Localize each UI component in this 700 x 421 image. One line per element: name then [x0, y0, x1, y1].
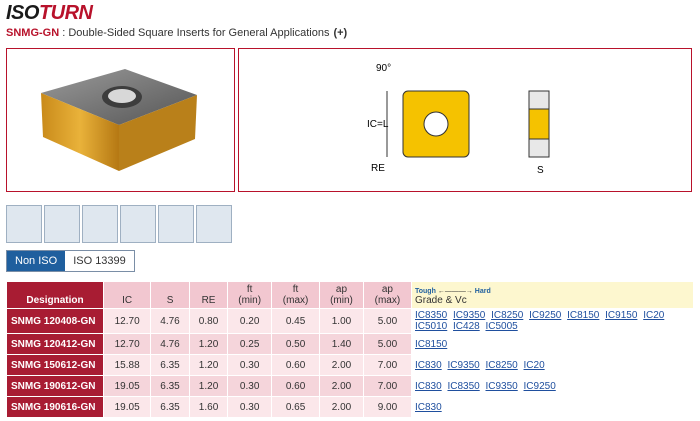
cell-ft-max: 0.60	[272, 376, 320, 397]
insert-photo-panel	[6, 48, 235, 192]
cell-designation[interactable]: SNMG 120408-GN	[7, 309, 104, 334]
cell-ap-min: 1.40	[320, 334, 364, 355]
table-row	[7, 355, 694, 376]
cell-re: 1.20	[189, 376, 228, 397]
cell-designation[interactable]: SNMG 190616-GN	[7, 397, 104, 418]
cell-ic: 19.05	[104, 376, 151, 397]
cell-ap-min: 2.00	[320, 397, 364, 418]
grade-link[interactable]: IC9350	[485, 380, 518, 392]
grade-link[interactable]: IC9350	[447, 359, 480, 371]
grade-link[interactable]: IC9250	[529, 310, 562, 321]
col-designation[interactable]: Designation	[7, 282, 104, 309]
table-row	[7, 334, 694, 355]
grade-link[interactable]: IC20	[643, 310, 665, 321]
cell-ap-min: 2.00	[320, 355, 364, 376]
operation-icons	[6, 205, 232, 243]
grade-link[interactable]: IC8150	[567, 310, 600, 321]
insert-drawing-panel	[238, 48, 692, 192]
grade-link[interactable]: IC9150	[605, 310, 638, 321]
cell-ft-max: 0.65	[272, 397, 320, 418]
grade-link[interactable]: IC9350	[453, 310, 486, 321]
cell-s: 6.35	[151, 355, 190, 376]
cell-ap-min: 2.00	[320, 376, 364, 397]
page-title	[6, 27, 347, 39]
col-ft-min[interactable]: ft (min)	[228, 282, 272, 309]
cell-designation[interactable]: SNMG 190612-GN	[7, 376, 104, 397]
cell-ap-max: 7.00	[363, 376, 411, 397]
insert-hole-drawing	[424, 112, 448, 136]
insert-image	[7, 49, 234, 191]
col-ic[interactable]: IC	[104, 282, 151, 309]
operation-icon[interactable]	[158, 205, 194, 243]
grade-link[interactable]: IC5010	[415, 321, 448, 332]
col-ap-max[interactable]: ap (max)	[363, 282, 411, 309]
tab-non-iso[interactable]: Non ISO	[7, 251, 65, 271]
cell-designation[interactable]: SNMG 150612-GN	[7, 355, 104, 376]
cell-ft-max: 0.45	[272, 309, 320, 334]
table-row	[7, 309, 694, 334]
grade-link[interactable]: IC8350	[447, 380, 480, 392]
re-label: RE	[371, 163, 385, 174]
operation-icon[interactable]	[196, 205, 232, 243]
col-grade: Tough ←———→ Hard Grade & Vc	[412, 282, 694, 309]
cell-ft-min: 0.30	[228, 397, 272, 418]
grade-link[interactable]: IC830	[415, 401, 442, 413]
cell-re: 1.20	[189, 334, 228, 355]
s-label: S	[537, 165, 544, 176]
cell-ft-max: 0.50	[272, 334, 320, 355]
cell-s: 4.76	[151, 309, 190, 334]
cell-ic: 19.05	[104, 397, 151, 418]
cell-designation[interactable]: SNMG 120412-GN	[7, 334, 104, 355]
grade-link[interactable]: IC428	[453, 321, 480, 332]
cell-ft-min: 0.20	[228, 309, 272, 334]
cell-grades	[412, 355, 694, 376]
operation-icon[interactable]	[6, 205, 42, 243]
insert-technical-drawing	[239, 49, 691, 191]
operation-icon[interactable]	[82, 205, 118, 243]
grade-link[interactable]: IC20	[523, 359, 545, 371]
expand-toggle[interactable]: (+)	[333, 27, 348, 39]
operation-icon[interactable]	[44, 205, 80, 243]
col-re[interactable]: RE	[189, 282, 228, 309]
cell-s: 6.35	[151, 397, 190, 418]
cell-ic: 12.70	[104, 309, 151, 334]
cell-re: 1.60	[189, 397, 228, 418]
cell-grades	[412, 397, 694, 418]
tough-hard-scale: Tough ←———→ Hard	[415, 288, 491, 295]
cell-ic: 12.70	[104, 334, 151, 355]
cell-grades	[412, 309, 694, 334]
cell-ap-max: 5.00	[363, 309, 411, 334]
grade-link[interactable]: IC8350	[415, 310, 448, 321]
cell-ap-max: 9.00	[363, 397, 411, 418]
table-row	[7, 397, 694, 418]
cell-re: 0.80	[189, 309, 228, 334]
grade-link[interactable]: IC8150	[415, 338, 448, 350]
iscar-logo: ISOTURN	[6, 2, 93, 24]
cell-ap-min: 1.00	[320, 309, 364, 334]
grade-link[interactable]: IC830	[415, 359, 442, 371]
cell-grades	[412, 376, 694, 397]
grade-link[interactable]: IC8250	[491, 310, 524, 321]
cell-re: 1.20	[189, 355, 228, 376]
cell-ap-max: 7.00	[363, 355, 411, 376]
grade-link[interactable]: IC5005	[485, 321, 518, 332]
grade-link[interactable]: IC830	[415, 380, 442, 392]
insert-table	[6, 281, 694, 418]
standard-tabs	[6, 250, 135, 272]
tab-iso-13399[interactable]: ISO 13399	[65, 251, 134, 271]
angle-label: 90°	[376, 63, 392, 74]
cell-ft-min: 0.25	[228, 334, 272, 355]
operation-icon[interactable]	[120, 205, 156, 243]
family-description: : Double-Sided Square Inserts for General Applications	[62, 27, 330, 39]
grade-link[interactable]: IC9250	[523, 380, 556, 392]
family-code: SNMG-GN	[6, 27, 60, 39]
col-ap-min[interactable]: ap (min)	[320, 282, 364, 309]
cell-s: 4.76	[151, 334, 190, 355]
cell-ic: 15.88	[104, 355, 151, 376]
col-ft-max[interactable]: ft (max)	[272, 282, 320, 309]
cell-ft-max: 0.60	[272, 355, 320, 376]
cell-s: 6.35	[151, 376, 190, 397]
cell-ap-max: 5.00	[363, 334, 411, 355]
ic-label: IC=L	[367, 119, 389, 130]
cell-ft-min: 0.30	[228, 355, 272, 376]
cell-grades	[412, 334, 694, 355]
grade-link[interactable]: IC8250	[485, 359, 518, 371]
table-row	[7, 376, 694, 397]
cell-ft-min: 0.30	[228, 376, 272, 397]
col-s[interactable]: S	[151, 282, 190, 309]
